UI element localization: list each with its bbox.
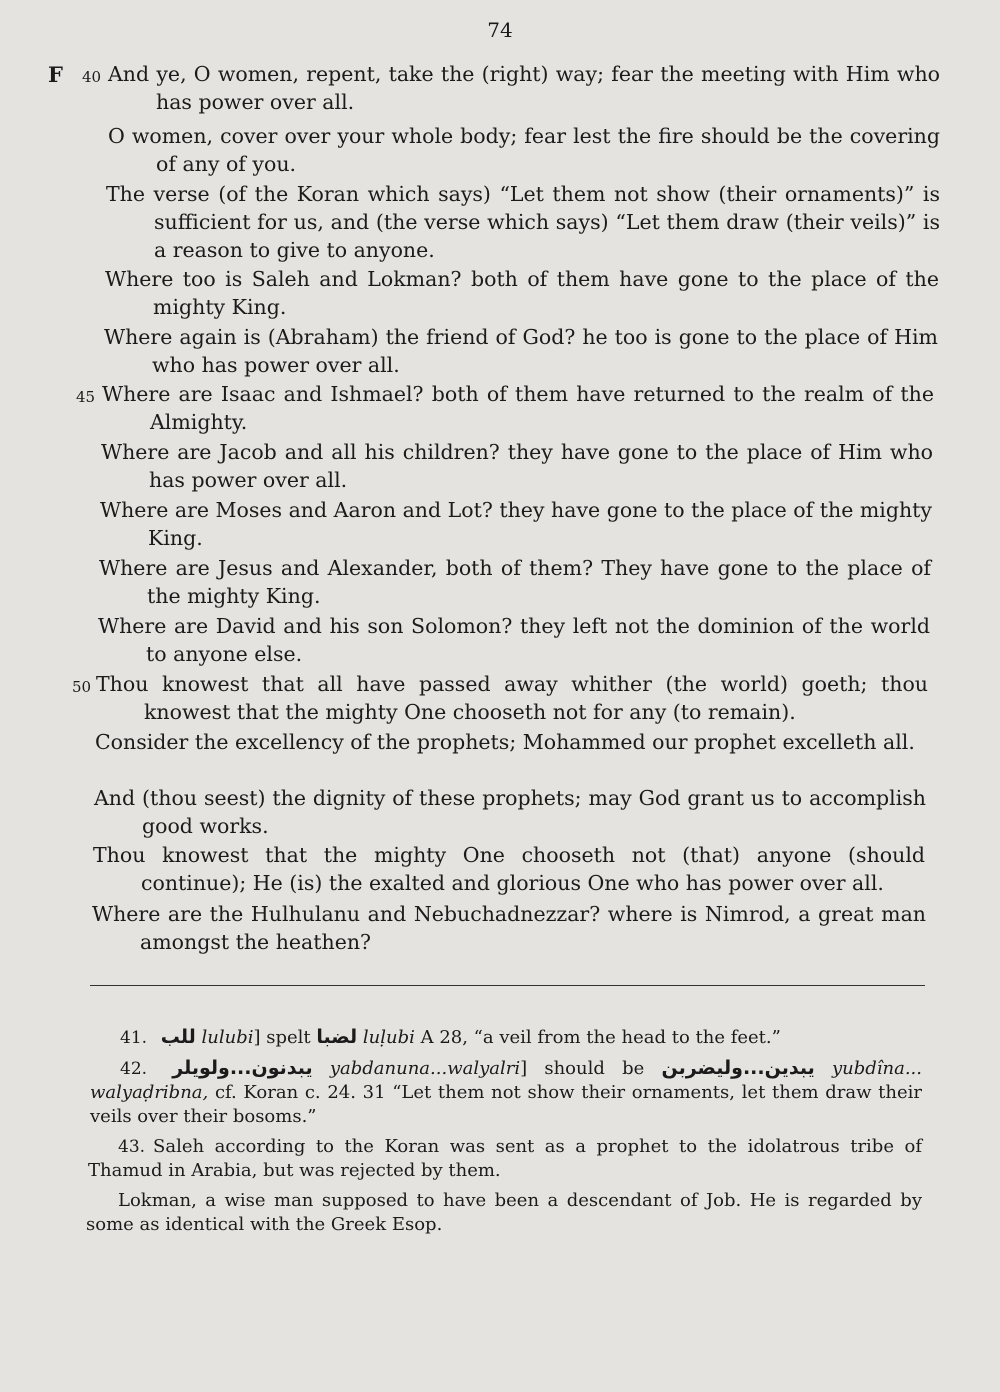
footnote-rule: [90, 985, 925, 986]
arabic-word: يبدين...وليضربن: [661, 1057, 815, 1079]
verse: [72, 670, 928, 726]
verse: [101, 438, 933, 494]
verse-text: Where are Moses and Aaron and Lot? they have gone to the place of the mighty King.: [100, 498, 932, 550]
verse-text: Where are the Hulhulanu and Nebuchadnezzar? where is Nimrod, a great man amongst the heathen?: [92, 902, 926, 954]
verse-text: The verse (of the Koran which says) “Let them not show (their ornaments)” is sufficient for us, and (the verse which says) “Let them draw (their veils)” is a reason to give to anyone.: [106, 182, 940, 262]
transliteration: luḷubi: [362, 1027, 415, 1048]
note-text: Lokman, a wise man supposed to have been a descendant of Job. He is regarded by some as identical with the Greek Esop.: [86, 1190, 922, 1235]
verse-text: Where are Jesus and Alexander, both of them? They have gone to the place of the mighty King.: [99, 556, 931, 608]
note-text: A 28, “a veil from the head to the feet.”: [420, 1027, 781, 1048]
verse: [93, 841, 925, 897]
verse-text: O women, cover over your whole body; fear lest the fire should be the covering of any of you.: [108, 124, 940, 176]
verse-text: And (thou seest) the dignity of these prophets; may God grant us to accomplish good works.: [94, 786, 926, 838]
section-letter: F: [48, 62, 63, 87]
transliteration: yubdîna... walyaḍribna,: [90, 1058, 922, 1103]
verse: [94, 784, 926, 840]
note-text: Saleh according to the Koran was sent as a prophet to the idolatrous tribe of Thamud in Arabia, but was rejected by them.: [88, 1136, 922, 1181]
note-text: cf. Koran c. 24. 31 “Let them not show their ornaments, let them draw their veils over their bosoms.”: [90, 1082, 922, 1127]
verse-text: Where are Jacob and all his children? they have gone to the place of Him who has power over all.: [101, 440, 933, 492]
footnote-41: [120, 1025, 920, 1050]
line-number: 45: [76, 388, 96, 406]
verse-text: Where are Isaac and Ishmael? both of them have returned to the realm of the Almighty.: [102, 382, 934, 434]
verse-text: Where too is Saleh and Lokman? both of them have gone to the place of the mighty King.: [105, 267, 939, 319]
verse: [82, 60, 940, 116]
page-number: 74: [487, 18, 513, 42]
arabic-word: يبدنون...ولويلر: [172, 1057, 313, 1079]
verse-text: Where are David and his son Solomon? they left not the dominion of the world to anyone else.: [98, 614, 930, 666]
verse: [99, 554, 931, 610]
arabic-word: لضبا: [316, 1026, 358, 1048]
transliteration: lulubi: [201, 1027, 254, 1048]
verse: [95, 728, 927, 756]
verse: [105, 265, 939, 321]
footnote-42: [90, 1056, 922, 1129]
verse: [108, 122, 940, 178]
verse: [106, 180, 940, 264]
arabic-word: للب: [160, 1026, 196, 1048]
verse: [76, 380, 934, 436]
verse-text: Thou knowest that the mighty One chooseth not (that) anyone (should continue); He (is) the exalted and glorious One who has power over all.: [93, 843, 925, 895]
transliteration: yabdanuna...walyalri: [329, 1058, 521, 1079]
verse-text: Where again is (Abraham) the friend of God? he too is gone to the place of Him who has power over all.: [104, 325, 938, 377]
footnote-number: 42.: [120, 1059, 148, 1079]
footnote-lokman: [86, 1189, 922, 1237]
verse: [100, 496, 932, 552]
footnotes: [0, 1025, 1000, 1243]
footnote-43: [88, 1135, 922, 1183]
verse: [98, 612, 930, 668]
footnote-number: 43.: [118, 1137, 146, 1157]
note-text: ] spelt: [253, 1027, 311, 1048]
verse-text: Thou knowest that all have passed away whither (the world) goeth; thou knowest that the mighty One chooseth not for any (to remain).: [96, 672, 928, 724]
note-text: ] should be: [520, 1058, 645, 1079]
verse-text: Consider the excellency of the prophets; Mohammed our prophet excelleth all.: [95, 730, 915, 754]
verse: [104, 323, 938, 379]
verse-text: And ye, O women, repent, take the (right) way; fear the meeting with Him who has power over all.: [108, 62, 940, 114]
footnote-number: 41.: [120, 1028, 148, 1048]
verse: [92, 900, 926, 956]
line-number: 50: [72, 678, 92, 696]
line-number: 40: [82, 68, 102, 86]
